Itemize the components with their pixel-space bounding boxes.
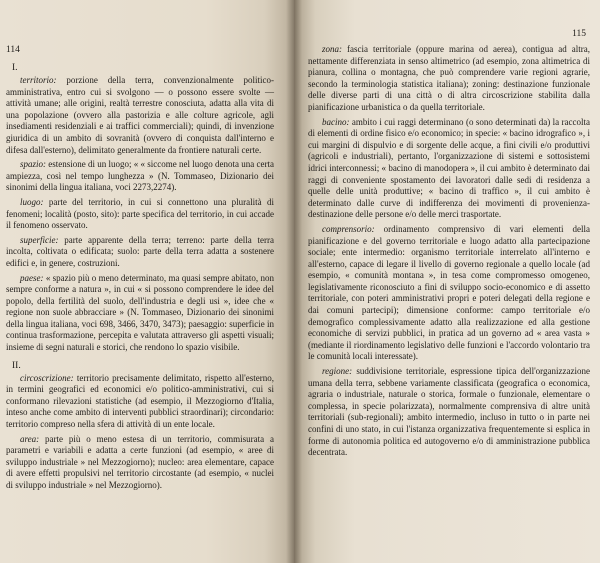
entry-term: spazio: [20,159,47,170]
entry-definition: suddivisione territoriale, espressione tipica dell'organizzazione umana della terra, sebbene variamente classificata (geografica o economica, agraria o industriale, naturale o storica, formale o funzionale, elementare o complessa, in specie polarizzata), normalmente comprensiva di altre unità territoriali (sub-regionali); ambito intermedio, incluso in tutto o in parte nei confini di uno stato, in cui l'istanza organizzativa frequentemente si esplica in forme di autonomia politica ed autogoverno e/o di amministrazione pubblica decentrata. [308,366,590,458]
entry-definition: parte apparente della terra; terreno: parte della terra incolta, coltivata o edificata; suolo: parte della terra adatta a sostenere edifici e, in genere, costruzioni. [6,234,274,268]
entry-definition: parte più o meno estesa di un territorio, commisurata a parametri e variabili e adatta a certe funzioni (ad esempio, « aree di sviluppo industriale » nel Mezzogiorno); nucleo: area elementare, capace di avere effetti propulsivi nel territorio circostante (ad esempio, « nuclei di sviluppo industriale » nel Mezzogiorno). [6,433,274,490]
entry-definition: parte del territorio, in cui si connettono una pluralità di fenomeni; località (posto, sito): parte specifica del territorio, in cui accade il fenomeno osservato. [6,196,274,231]
entry-definition: porzione della terra, convenzionalmente politico-amministrativa, entro cui si svolgono — o possono essere svolte — attività umane; alle origini, realtà terrestre conosciuta, adatta alla vita di una popolazione (ovvero alla pastorizia e alle colture agricole, agli insediamenti residenziali e ai traffici commerciali); quindi, di invenzione giuridica di un ambito di sovranità (ovvero di conquista dall'interno e difesa dall'esterno), delimitato generalmente da frontiere naturali certe. [6,75,274,155]
entry-definition: ambito i cui raggi determinano (o sono determinati da) la raccolta di elementi di ordine fisico e/o economico; in specie: « bacino idrografico », i cui margini di dispulvio e di sorgente delle acque, a fini civili e/o produttivi (agricoli e industriali), pertanto, l'organizzazione di sistemi e sottosistemi idrici interconnessi; « bacino di manodopera », il cui ambito è determinato dai raggi di conveniente spostamento dei lavoratori dalle sedi di residenza a quelle delle unità produttive; « bacino di traffico », il cui ambito è determinato dalle curve di indifferenza dei movimenti di provenienza-destinazione delle persone e/o delle merci trasportate. [308,116,590,220]
page-number-left: 114 [6,45,20,55]
entry-term: bacino: [322,116,350,127]
entry-definition: territorio precisamente delimitato, rispetto all'esterno, in termini geografici ed economici e/o politico-amministrativi, cui si conformano rilevazioni statistiche (ad esempio, il Mezzogiorno d'Italia, inteso anche come ambito di interventi pubblici straordinari); circondario: territorio compreso nella sfera di attività di un ente locale. [6,372,274,430]
section-heading-two: II. [12,360,21,371]
book-gutter [286,0,302,563]
left-page-content [6,63,274,495]
right-entry [308,366,590,459]
entry-definition: fascia territoriale (oppure marina od aerea), contigua ad altra, nettamente differenziata in senso altimetrico (ad esempio, zona altimetrica di pianura, collina o montagna, che può comprendere varie regioni agrarie, secondo la terminologia statistica italiana); zoning: destinazione funzionale delle diverse parti di una città o di altra circoscrizione stabilita dalla pianificazione urbanistica o da quella territoriale. [308,44,590,112]
entry-term: territorio: [20,75,57,85]
entry-definition: ordinamento comprensivo di vari elementi della pianificazione e del governo territoriale e luogo adatto alla partecipazione sociale; ente intermedio: organismo territoriale interrelato all'interno e all'esterno, capace di legare il livello di governo regionale a quello locale (ad esempio, « comunità montana », in tesa come compromesso omogeneo, legislativamente riconosciuto a fini di sviluppo socio-economico e di assetto territoriale, con poteri amministrativi propri e poteri delegati della regione e dai comuni partecipi); dimensione conforme: campo territoriale e/o demografico complessivamente adatto alla realizzazione ed alla gestione economiche di servizi pubblici, in pratica ad un governo ad « area vasta » (mediante il riordinamento legislativo delle funzioni e l'accordo volontario tra le comunità locali interessate). [308,223,590,362]
entry-term: luogo: [20,196,44,207]
right-page-content [308,44,590,462]
entry-term: zona: [322,44,342,54]
left-entries-section-two [6,373,274,492]
entry-term: comprensorio: [322,223,375,234]
right-page [294,0,600,563]
entry-term: circoscrizione: [20,372,74,383]
left-entry [6,75,274,156]
entry-definition: estensione di un luogo; « « siccome nel luogo denota una certa ampiezza, così nel tempo lunghezza » (N. Tommaseo, Dizionario dei sinonimi della lingua italiana, voci 2273,2274). [6,159,274,193]
left-entries-section-one [6,75,274,354]
left-entry [6,273,274,354]
entry-term: regione: [322,366,353,377]
left-entry [6,197,274,232]
entry-definition: « spazio più o meno determinato, ma quasi sempre abitato, non sempre conforme a natura », in cui « si possono comprendere le idee del popolo, della fertilità del suolo, dell'industria e degli usi », idee che « regione non suole abbracciare » (N. Tommaseo, Dizionario dei sinonimi della lingua italiana, voci 698, 3466, 3470, 3473); paesaggio: superficie in continua trasformazione, percepita e valutata attraverso gli aspetti visuali; insieme di segni naturali e storici, che rendono lo spazio visibile. [6,272,274,353]
left-entry [6,434,274,492]
left-entry [6,235,274,270]
entry-term: area: [20,433,40,444]
right-entries [308,44,590,459]
right-entry [308,44,590,114]
left-page [0,0,294,563]
entry-term: paese: [20,272,44,283]
right-entry [308,224,590,363]
section-heading-one: I. [12,63,18,73]
page-number-right: 115 [572,29,586,39]
left-entry [6,373,274,431]
entry-term: superficie: [20,234,59,245]
right-entry [308,117,590,221]
left-entry [6,159,274,194]
